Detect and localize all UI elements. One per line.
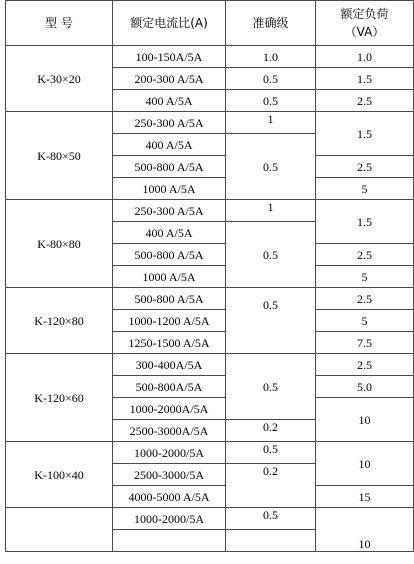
load-cell: 5 [316,310,414,332]
spec-table [5,0,414,552]
load-cell: 1.5 [316,112,414,156]
ratio-cell: 300-400A/5A [113,354,226,376]
load-cell: 1.0 [316,46,414,68]
accuracy-cell: 0.5 [226,354,316,420]
load-cell: 5.0 [316,376,414,398]
model-cell: K-120×60 [6,354,113,442]
ratio-cell: 1000-2000/5A [113,442,226,464]
load-cell: 10 [316,398,414,442]
ratio-cell: 250-300 A/5A [113,200,226,222]
table-row [6,46,414,68]
ratio-cell: 2500-3000A/5A [113,420,226,442]
accuracy-cell: 0.5 [226,508,316,530]
accuracy-cell [226,530,316,552]
load-cell: 15 [316,486,414,508]
ratio-cell: 400 A/5A [113,222,226,244]
ratio-cell: 200-300 A/5A [113,68,226,90]
accuracy-cell: 0.5 [226,90,316,112]
header-model: 型 号 [6,1,113,46]
load-cell: 2.5 [316,288,414,310]
load-cell: 2.5 [316,244,414,266]
ratio-cell: 100-150A/5A [113,46,226,68]
ratio-cell: 1000-1200 A/5A [113,310,226,332]
load-cell: 1.5 [316,200,414,244]
accuracy-cell: 0.2 [226,464,316,508]
ratio-cell [113,530,226,552]
accuracy-cell: 1.0 [226,46,316,68]
ratio-cell: 1250-1500 A/5A [113,332,226,354]
load-cell: 1.5 [316,68,414,90]
ratio-cell: 250-300 A/5A [113,112,226,134]
load-cell: 10 [316,442,414,486]
header-accuracy: 准确级 [226,1,316,46]
model-cell: K-80×80 [6,200,113,288]
load-value: 10 [358,537,371,551]
accuracy-cell: 1 [226,200,316,222]
ratio-cell: 500-800 A/5A [113,156,226,178]
ratio-cell: 2500-3000/5A [113,464,226,486]
load-cell: 7.5 [316,332,414,354]
load-cell: 5 [316,266,414,288]
header-row [6,1,414,46]
model-cell [6,508,113,552]
ratio-cell: 500-800A/5A [113,376,226,398]
accuracy-cell: 0.5 [226,288,316,354]
model-cell: K-120×80 [6,288,113,354]
accuracy-cell: 0.5 [226,68,316,90]
table-row [6,354,414,376]
table-row [6,442,414,464]
ratio-cell: 1000 A/5A [113,178,226,200]
load-cell: 2.5 [316,354,414,376]
header-load [316,1,414,46]
load-cell: 5 [316,178,414,200]
load-cell: 2.5 [316,90,414,112]
load-cell [316,508,414,552]
ratio-cell: 1000-2000A/5A [113,398,226,420]
accuracy-cell: 0.5 [226,442,316,464]
accuracy-cell: 0.2 [226,420,316,442]
ratio-cell: 1000-2000/5A [113,508,226,530]
table-row [6,200,414,222]
ratio-cell: 400 A/5A [113,90,226,112]
table-row [6,288,414,310]
ratio-cell: 500-800 A/5A [113,288,226,310]
ratio-cell: 400 A/5A [113,134,226,156]
model-cell: K-30×20 [6,46,113,112]
header-ratio: 额定电流比(A) [113,1,226,46]
ratio-cell: 1000 A/5A [113,266,226,288]
model-cell: K-100×40 [6,442,113,508]
header-load-line1: 额定负荷 [340,7,389,21]
accuracy-cell: 1 [226,112,316,134]
model-cell: K-80×50 [6,112,113,200]
table-row [6,508,414,530]
accuracy-cell: 0.5 [226,134,316,200]
ratio-cell: 4000-5000 A/5A [113,486,226,508]
accuracy-cell: 0.5 [226,222,316,288]
header-load-line2: （VA） [344,25,385,39]
ratio-cell: 500-800 A/5A [113,244,226,266]
table-row [6,112,414,134]
load-cell: 2.5 [316,156,414,178]
